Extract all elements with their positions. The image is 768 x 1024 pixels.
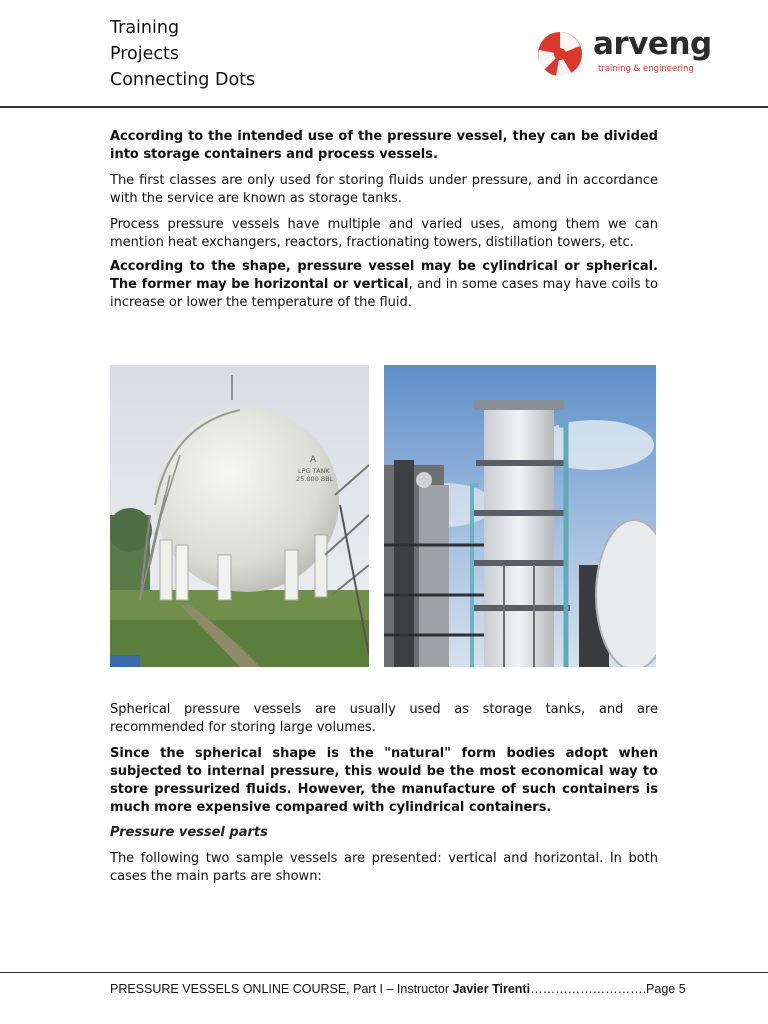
paragraph-storage-classes: The first classes are only used for storing fluids under pressure, and in accordance with the service are known as storage tanks. [110, 173, 658, 206]
intro-section [110, 128, 658, 312]
arveng-logo-icon [536, 30, 586, 78]
footer-divider [0, 972, 768, 973]
shape-rest-text: , and in some cases may have coils to increase or lower the temperature of the fluid. [110, 277, 658, 310]
sphere-label-capacity: 25.000 BBL [296, 475, 334, 483]
page-footer [110, 982, 686, 996]
footer-dots: ………………………. [530, 982, 647, 996]
subheading-vessel-parts: Pressure vessel parts [110, 825, 268, 840]
photo-spherical-tank [110, 365, 369, 667]
header-line-training: Training [110, 18, 180, 38]
footer-course-text: PRESSURE VESSELS ONLINE COURSE, Part I – Instructor [110, 982, 453, 996]
paragraph-intended-use: According to the intended use of the pressure vessel, they can be divided into storage containers and process vessels. [110, 129, 658, 162]
header-title-block [110, 15, 255, 93]
logo-tagline: training & engineering [598, 64, 694, 74]
footer-instructor: Javier Tirenti [452, 982, 531, 996]
footer-page-number: Page 5 [646, 982, 686, 996]
header-line-connecting-dots: Connecting Dots [110, 70, 256, 90]
header-line-projects: Projects [110, 44, 179, 64]
logo-wordmark: arveng [593, 26, 712, 62]
arveng-logo [536, 26, 726, 78]
paragraph-process-vessels: Process pressure vessels have multiple and varied uses, among them we can mention heat exchangers, reactors, fractionating towers, distillation towers, etc. [110, 217, 658, 250]
sphere-label-lpg: LPG TANK [298, 467, 330, 475]
photo-distillation-tower [384, 365, 656, 667]
paragraph-natural-shape: Since the spherical shape is the "natural" form bodies adopt when subjected to internal pressure, this would be the most economical way to store pressurized fluids. However, the manufacture of such containers is much more expensive compared with cylindrical containers. [110, 746, 658, 815]
paragraph-sample-vessels: The following two sample vessels are presented: vertical and horizontal. In both cases the main parts are shown: [110, 851, 658, 884]
shape-bold-text: According to the shape, pressure vessel may be cylindrical or spherical. The former may be horizontal or vertical [110, 259, 658, 292]
header-divider [0, 106, 768, 108]
paragraph-spherical-storage: Spherical pressure vessels are usually used as storage tanks, and are recommended for storing large volumes. [110, 702, 658, 735]
spherical-section [110, 701, 658, 886]
paragraph-shape [110, 258, 658, 312]
sphere-label-a: A [310, 455, 317, 465]
